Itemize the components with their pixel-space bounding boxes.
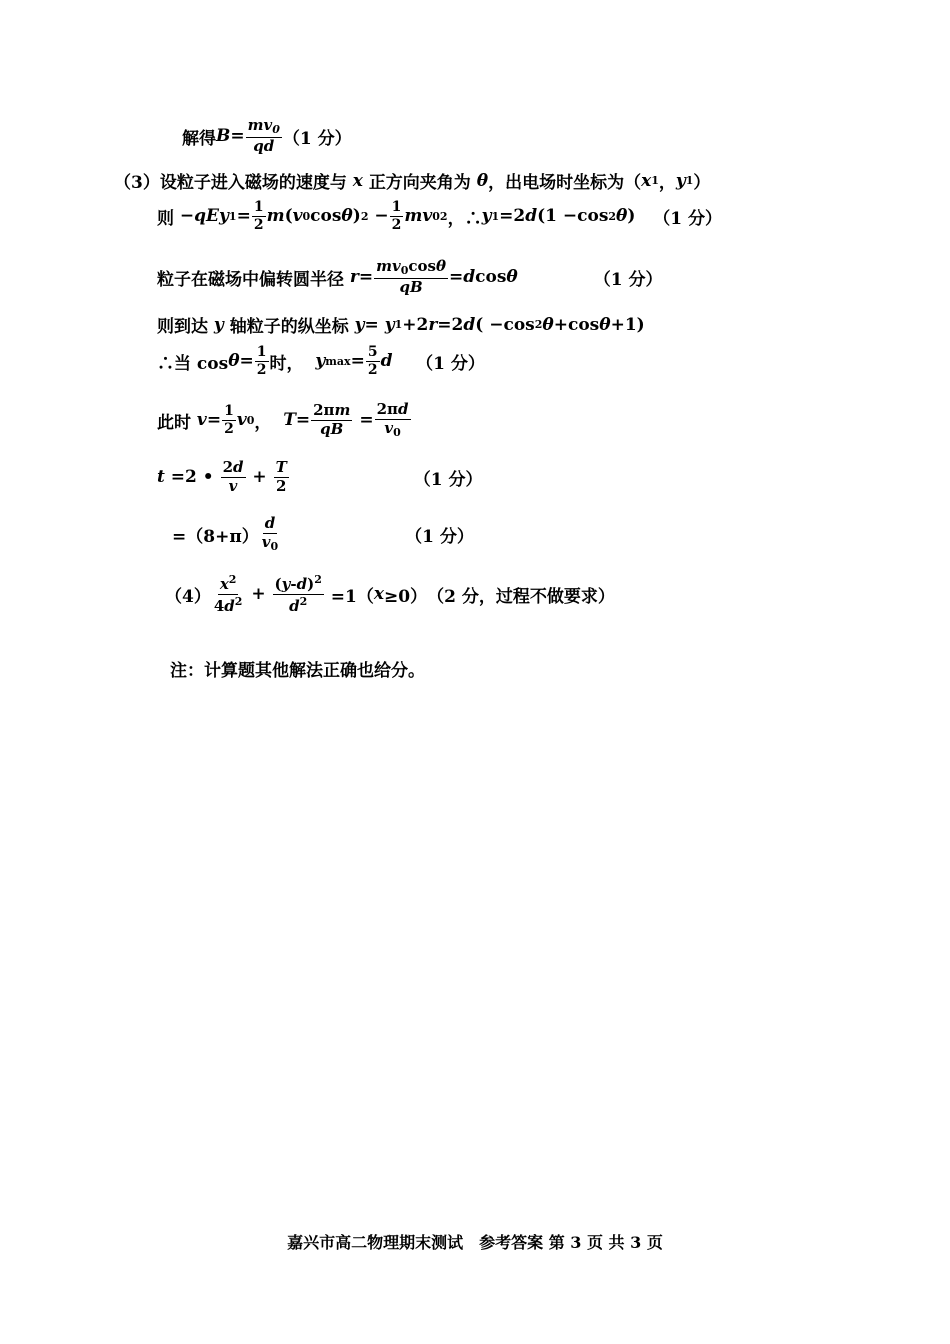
- fraction: $\frac{mv_0}{qd}$: [247, 116, 280, 155]
- answer-line-6: ∴当 cos θ = $\frac{1}{2}$ 时， y max = $\frac{5}{2}$ d （1 分）: [157, 344, 485, 378]
- answer-line-4: 粒子在磁场中偏转圆半径 r = $\frac{mv_0\cos\theta}{qB}$ = d cos θ （1 分）: [157, 257, 663, 296]
- answer-line-2: （3）设粒子进入磁场的速度与 x 正方向夹角为 θ ，出电场时坐标为（ x 1 ， y 1 ）: [114, 170, 711, 193]
- answer-line-8: t =2 • $\frac{2d}{v}$ + $\frac{T}{2}$ （1 分）: [157, 458, 483, 495]
- answer-line-5: 则到达 y 轴粒子的纵坐标 y = y 1 +2 r =2 d ( −cos 2 θ +cos θ +1): [157, 314, 645, 337]
- answer-line-9: =（8+π） $\frac{d}{v_0}$ （1 分）: [172, 514, 474, 553]
- answer-line-10: （4） $\frac{x^2}{4d^2}$ + $\frac{(y-d)^2}{d^2}$ =1（ x ≥0） （2 分，过程不做要求）: [165, 573, 615, 615]
- answer-line-3: 则 − qEy 1 = $\frac{1}{2}$ m ( v 0 cos θ ) 2 − $\frac{1}{2}$ mv 0 2 ，∴ y 1 =2 d (1 −cos 2 θ ) （1 分）: [157, 199, 722, 233]
- page-footer: 嘉兴市高二物理期末测试 参考答案 第 3 页 共 3 页: [287, 1233, 663, 1252]
- answer-line-7: 此时 v = $\frac{1}{2}$ v 0 ， T = $\frac{2\pi m}{qB}$ = $\frac{2\pi d}{v_0}$: [157, 400, 409, 439]
- note-text: 注：计算题其他解法正确也给分。: [170, 661, 425, 681]
- answer-line-1: 解得 B = $\frac{mv_0}{qd}$ （1 分）: [182, 116, 352, 155]
